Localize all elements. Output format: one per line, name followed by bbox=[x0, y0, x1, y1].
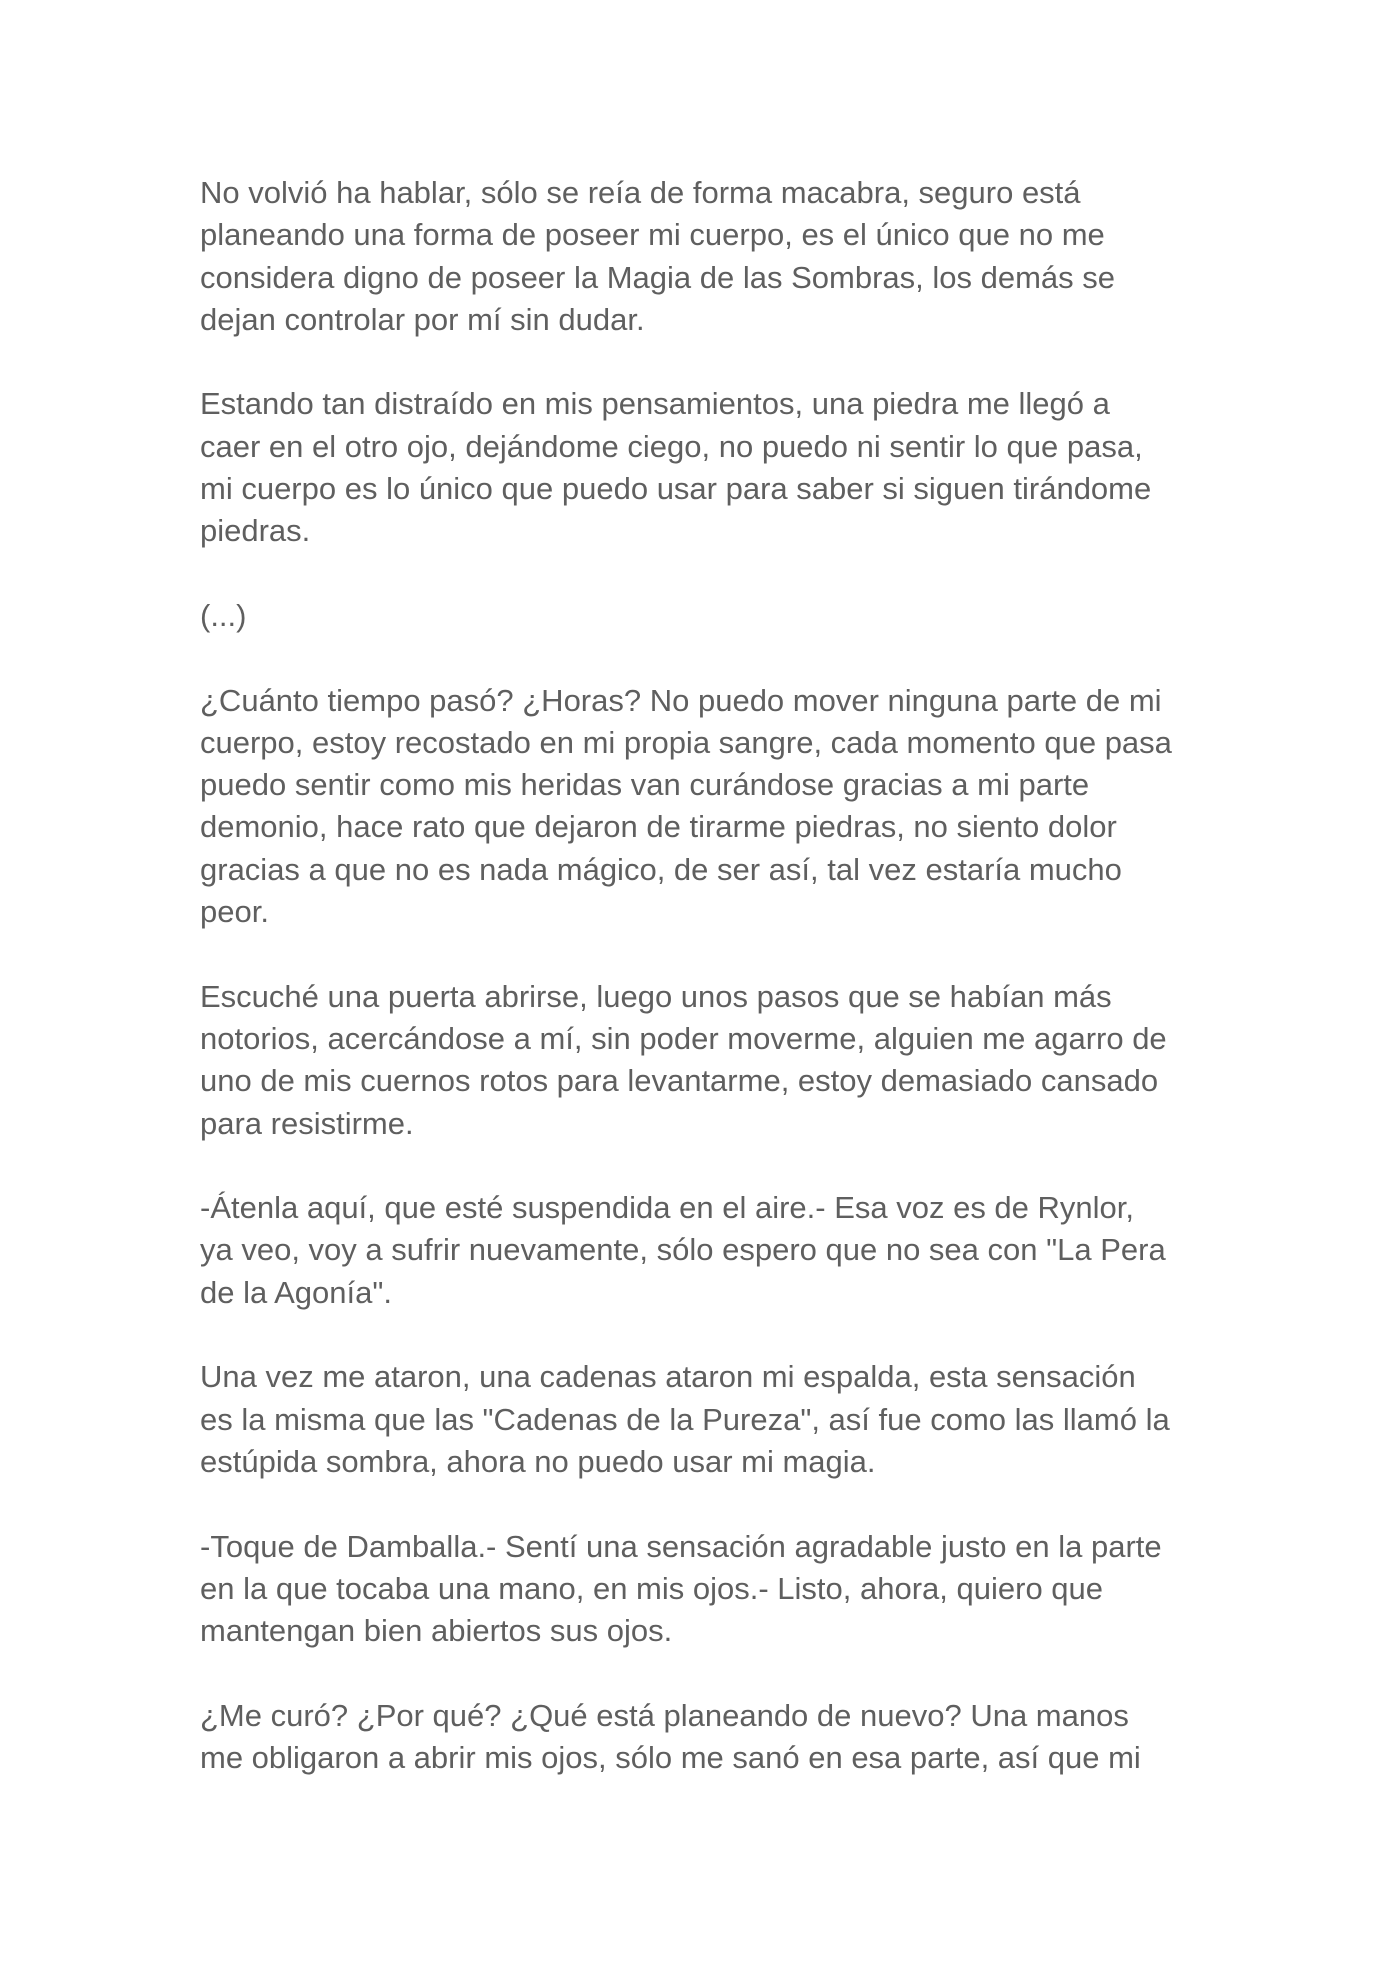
paragraph-1: No volvió ha hablar, sólo se reía de forma macabra, seguro está planeando una forma de poseer mi cuerpo, es el único que no me considera digno de poseer la Magia de las Sombras, los demás se dejan controlar por mí sin dudar. bbox=[200, 175, 1116, 337]
paragraph-4: Escuché una puerta abrirse, luego unos pasos que se habían más notorios, acercándose a mí, sin poder moverme, alguien me agarro de uno de mis cuernos rotos para levantarme, estoy demasiado cansado para resistirme. bbox=[200, 978, 1167, 1141]
paragraph-6: Una vez me ataron, una cadenas ataron mi espalda, esta sensación es la misma que las "Cadenas de la Pureza", así fue como las llamó la estúpida sombra, ahora no puedo usar mi magia. bbox=[200, 1359, 1170, 1479]
paragraph-7: -Toque de Damballa.- Sentí una sensación agradable justo en la parte en la que tocaba una mano, en mis ojos.- Listo, ahora, quiero que mantengan bien abiertos sus ojos. bbox=[200, 1528, 1162, 1649]
document-page bbox=[200, 172, 1210, 1822]
paragraph-ellipsis: (...) bbox=[200, 597, 247, 633]
paragraph-2: Estando tan distraído en mis pensamientos, una piedra me llegó a caer en el otro ojo, dejándome ciego, no puedo ni sentir lo que pasa, mi cuerpo es lo único que puedo usar para saber si siguen tirándome piedras. bbox=[200, 386, 1152, 549]
paragraph-5: -Átenla aquí, que esté suspendida en el aire.- Esa voz es de Rynlor, ya veo, voy a sufrir nuevamente, sólo espero que no sea con "La Pera de la Agonía". bbox=[200, 1190, 1166, 1310]
paragraph-3: ¿Cuánto tiempo pasó? ¿Horas? No puedo mover ninguna parte de mi cuerpo, estoy recostado en mi propia sangre, cada momento que pasa puedo sentir como mis heridas van curándose gracias a mi parte demonio, hace rato que dejaron de tirarme piedras, no siento dolor gracias a que no es nada mágico, de ser así, tal vez estaría mucho peor. bbox=[200, 682, 1172, 930]
paragraph-8: ¿Me curó? ¿Por qué? ¿Qué está planeando de nuevo? Una manos me obligaron a abrir mis ojos, sólo me sanó en esa parte, así que mi bbox=[200, 1697, 1141, 1775]
